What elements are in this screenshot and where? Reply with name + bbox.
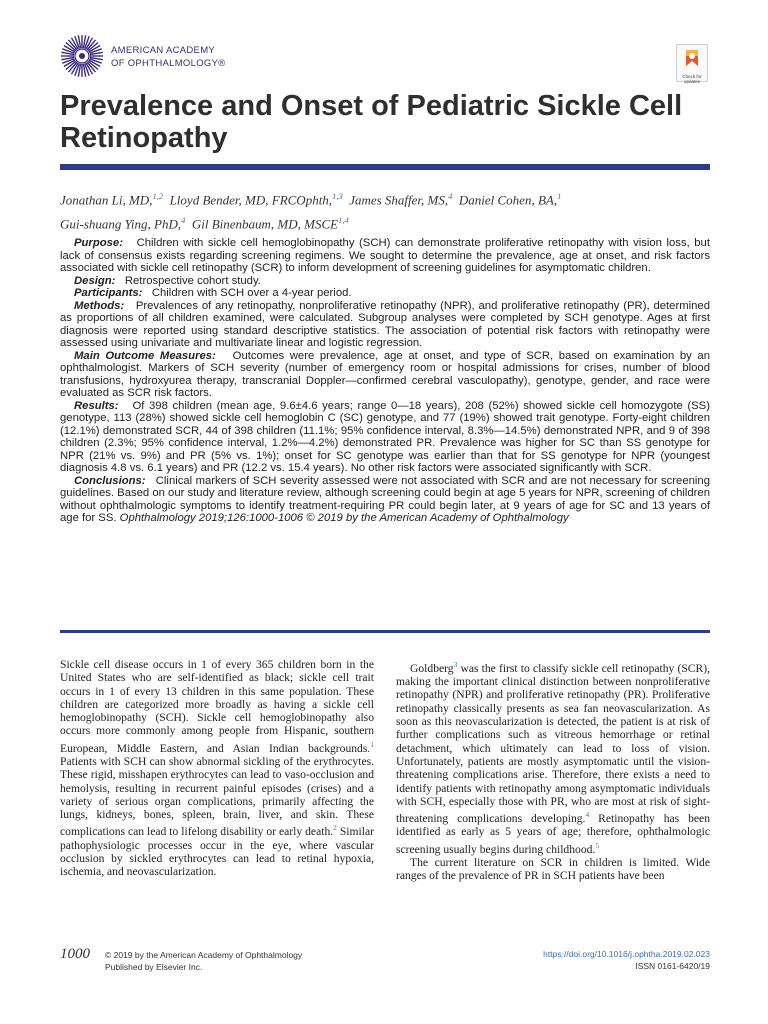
- abstract-text: Outcomes were prevalence, age at onset, and type of SCR, based on examination by an ophthalmologist. Markers of SCH severity (number of emergency room or hospital admissions for crises, number of blood transfusions, hydroxyurea therapy, transcranial Doppler—confirmed cerebral vasculopathy), genotype, gender, and race were evaluated as SCR risk factors.: [60, 349, 711, 399]
- author-affiliation[interactable]: 4: [448, 191, 453, 201]
- organization-name-line2: OF OPHTHALMOLOGY®: [111, 58, 226, 69]
- section-divider: [60, 630, 710, 633]
- abstract-outcomes: [60, 350, 710, 400]
- abstract-purpose: [60, 237, 710, 275]
- abstract-design: [60, 275, 710, 288]
- page-number: 1000: [60, 946, 90, 962]
- abstract-text: Children with SCH over a 4-year period.: [151, 287, 352, 299]
- abstract-text: Children with sickle cell hemoglobinopathy (SCH) can demonstrate proliferative retinopathy with vision loss, but lack of consensus exists regarding screening regimens. We sought to determine the prevalence, age at onset, and risk factors associated with sickle cell retinopathy (SCR) to inform development of screening guidelines for asymptomatic children.: [60, 237, 710, 274]
- abstract-participants: [60, 287, 710, 300]
- abstract: [60, 237, 710, 525]
- author-affiliation[interactable]: 1,3: [332, 191, 343, 201]
- abstract-copyright: © 2019 by the American Academy of Ophthalmology: [306, 512, 569, 524]
- body-column-right: [396, 658, 710, 882]
- body-paragraph: Goldberg$^3$ was the first to classify sickle cell retinopathy (SCR), making the important clinical distinction between nonproliferative retinopathy (NPR) and proliferative retinopathy (PR). Proliferative retinopathy classically presents as sea fan neovascularization. As soon as this neovascularization is detected, the patient is at risk of further complications such as vitreous hemorrhage or retinal detachment, which ultimately can lead to loss of vision. Unfortunately, patients are mostly asymptomatic until the vision-threatening complications arise. Therefore, there exists a need to identify patients with retinopathy among asymptomatic individuals with SCH, especially those with PR, who are most at risk of sight-threatening complications developing.$^4$ Retinopathy has been identified as early as 5 years of age; therefore, ophthalmologic screening usually begins during childhood.$^5$: [396, 660, 710, 856]
- check-for-updates-label: Check for updates: [682, 74, 702, 84]
- abstract-label: Methods:: [74, 299, 125, 312]
- footer-right: [543, 948, 710, 972]
- organization-name-line1: AMERICAN ACADEMY: [111, 45, 216, 56]
- author-affiliation[interactable]: 1,2: [152, 191, 164, 201]
- issn: ISSN 0161-6420/19: [635, 961, 710, 971]
- author-list: [60, 186, 720, 235]
- author-affiliation[interactable]: 1: [557, 191, 562, 201]
- reference-link[interactable]: 4: [585, 810, 590, 820]
- abstract-label: Design:: [74, 274, 116, 287]
- article-title: Prevalence and Onset of Pediatric Sickle Cell Retinopathy: [60, 90, 683, 154]
- abstract-results: [60, 400, 710, 475]
- title-divider: [60, 164, 710, 170]
- abstract-label: Participants:: [74, 287, 143, 299]
- organization-name: [111, 44, 226, 70]
- abstract-text: Retrospective cohort study.: [124, 274, 261, 287]
- author-affiliation[interactable]: 4: [181, 215, 186, 226]
- author-affiliation[interactable]: 1,4: [338, 215, 349, 226]
- abstract-methods: [60, 300, 710, 350]
- author-name: Daniel Cohen, BA,: [458, 192, 558, 208]
- publisher-info: [105, 949, 405, 973]
- author-name: Gil Binenbaum, MD, MSCE: [191, 216, 339, 232]
- author-name: Gui-shuang Ying, PhD,: [60, 216, 182, 232]
- reference-link[interactable]: 1: [370, 739, 374, 749]
- check-for-updates-badge[interactable]: [676, 44, 708, 82]
- aao-logo-icon: [60, 34, 104, 78]
- abstract-label: Main Outcome Measures:: [74, 349, 216, 362]
- journal-citation: Ophthalmology 2019;126:1000-1006: [119, 512, 304, 524]
- author-name: James Shaffer, MS,: [349, 192, 449, 208]
- abstract-text: Of 398 children (mean age, 9.6±4.6 years; range 0—18 years), 208 (52%) showed sickle cell homozygote (SS) genotype, 113 (28%) showed sickle cell hemoglobin C (SC) genotype, and 77 (19%) showed trait genotype. Forty-eight children (12.1%) demonstrated SCR, 44 of 398 children (11.1%; 95% confidence interval, 8.3%—14.5%) demonstrated NPR, and 9 of 398 children (2.3%; 95% confidence interval, 1.2%—4.2%) demonstrated PR. Prevalence was higher for SC than SS genotype for NPR (21% vs. 9%) and PR (5% vs. 1%); onset for SC genotype was earlier than that for SS genotype for NPR (youngest diagnosis 4.8 vs. 6.1 years) and PR (12.2 vs. 15.4 years). No other risk factors were associated significantly with SCR.: [60, 399, 710, 474]
- abstract-conclusions: [60, 475, 710, 525]
- abstract-label: Purpose:: [74, 237, 123, 249]
- body-column-left: [60, 658, 374, 878]
- reference-link[interactable]: 2: [333, 823, 337, 833]
- author-name: Jonathan Li, MD,: [60, 192, 153, 208]
- reference-link[interactable]: 5: [595, 840, 600, 850]
- body-paragraph: Sickle cell disease occurs in 1 of every 365 children born in the United States who are self-identified as black; sickle cell trait occurs in 1 of every 13 children in this same population. These children are categorized more broadly as having a sickle cell hemoglobinopathy (SCH). Sickle cell hemoglobinopathy also occurs more commonly among people from Hispanic, southern European, Middle Eastern, and Asian Indian backgrounds.$^1$ Patients with SCH can show abnormal sickling of the erythrocytes. These rigid, misshapen erythrocytes can lead to vaso-occlusion and hemolysis, resulting in recurrent painful episodes (crises) and a variety of serious organ complications, primarily affecting the lungs, kidneys, bones, spleen, brain, liver, and skin. These complications can lead to lifelong disability or early death.$^2$ Similar pathophysiologic processes occur in the eye, where vascular occlusion by sickled erythrocytes can lead to retinal hypoxia, ischemia, and neovascularization.: [60, 658, 374, 879]
- footer-publisher: Published by Elsevier Inc.: [105, 962, 203, 972]
- footer-copyright: © 2019 by the American Academy of Ophthalmology: [105, 950, 303, 960]
- abstract-label: Conclusions:: [74, 474, 146, 487]
- doi-link[interactable]: https://doi.org/10.1016/j.ophtha.2019.02.023: [543, 949, 710, 959]
- abstract-text: Prevalences of any retinopathy, nonproliferative retinopathy (NPR), and proliferative retinopathy (PR), determined as proportions of all children examined, were calculated. Subgroup analyses were completed by SCH genotype. Ages at first diagnosis were reported using standard descriptive statistics. The association of potential risk factors with retinopathy were assessed using univariate and multivariate linear and logistic regression.: [60, 299, 710, 349]
- crossmark-icon: [684, 48, 700, 68]
- author-name: Lloyd Bender, MD, FRCOphth,: [169, 192, 333, 208]
- abstract-label: Results:: [74, 399, 119, 412]
- abstract-text: Clinical markers of SCH severity assessed were not associated with SCR and are not necessary for screening guidelines. Based on our study and literature review, although screening could begin at age 5 years for NPR, screening of children without ophthalmologic symptoms to identify treatment-requiring PR could begin later, at 9 years of age for SC and 13 years of age for SS.: [60, 474, 710, 524]
- body-paragraph: The current literature on SCR in children is limited. Wide ranges of the prevalence of PR in SCH patients have been: [396, 855, 710, 883]
- reference-link[interactable]: 3: [453, 660, 458, 669]
